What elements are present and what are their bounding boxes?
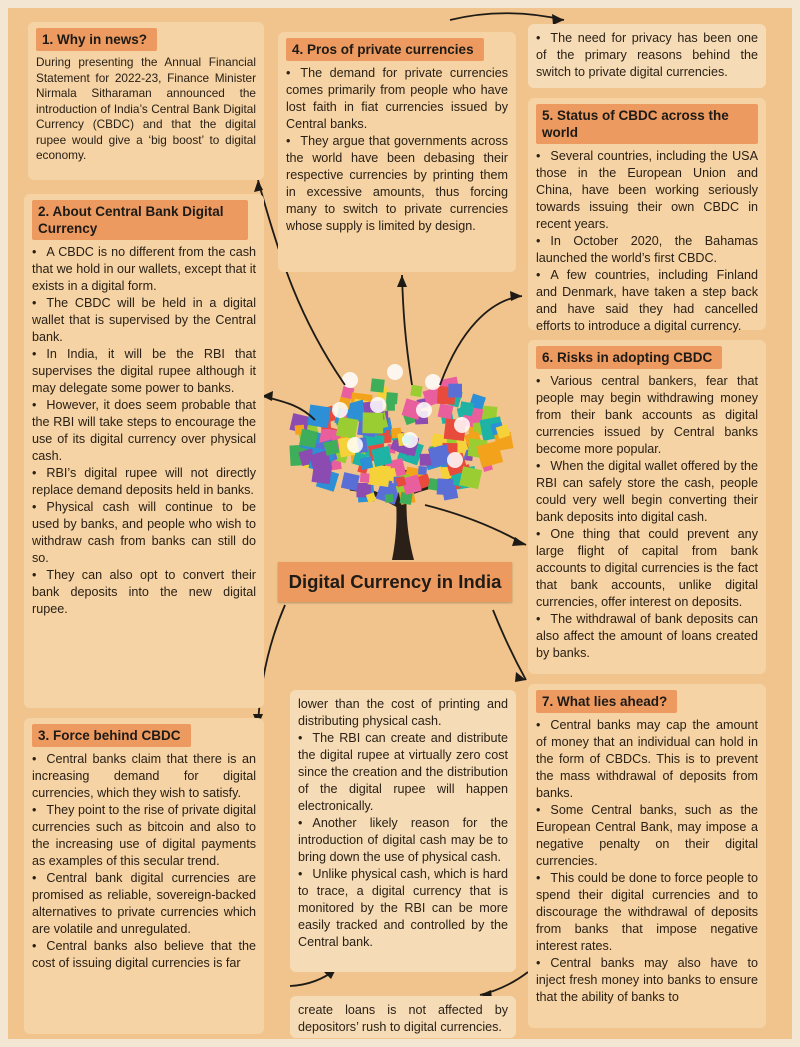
section-what-lies-ahead <box>528 684 766 1028</box>
paragraph: • Central bank digital currencies are promised as reliable, sovereign-backed alternatives to private currencies which are volatile and unregulated. <box>32 870 256 938</box>
paragraph: • Another likely reason for the introduction of digital cash may be to bring down the use of physical cash. <box>298 815 508 866</box>
paragraph: • They can also opt to convert their bank deposits into the new digital rupee. <box>32 567 256 618</box>
paragraph: • Central banks may cap the amount of money that an individual can hold in the form of CBDCs. This is to prevent the mass withdrawal of deposits from banks. <box>536 717 758 802</box>
paragraph: • They point to the rise of private digital currencies such as bitcoin and also to the increasing use of digital payments as examples of this secular trend. <box>32 802 256 870</box>
paragraph: During presenting the Annual Financial Statement for 2022-23, Finance Minister Nirmala Sitharaman announced the introduction of India’s Central Bank Digital Currency (CBDC) and that the digital rupee would give a ‘big boost’ to digital economy. <box>36 55 256 162</box>
section-body <box>536 717 758 1006</box>
paragraph: • In October 2020, the Bahamas launched the world’s first CBDC. <box>536 233 758 267</box>
paragraph: • RBI’s digital rupee will not directly replace demand deposits held in banks. <box>32 465 256 499</box>
section-heading: 3. Force behind CBDC <box>32 724 191 747</box>
section-body <box>536 148 758 335</box>
paragraph: • When the digital wallet offered by the RBI can safely store the cash, people could very well begin converting their bank deposits into digital cash. <box>536 458 758 526</box>
section-heading: 6. Risks in adopting CBDC <box>536 346 722 369</box>
paragraph: • Unlike physical cash, which is hard to trace, a digital currency that is monitored by the RBI can be more easily tracked and controlled by the Central bank. <box>298 866 508 951</box>
paragraph: • The RBI can create and distribute the digital rupee at virtually zero cost since the creation and the distribution of the digital rupee will happen electronically. <box>298 730 508 815</box>
paragraph: • This could be done to force people to spend their digital currencies and to discourage the withdrawal of deposits from banks that impose negative interest rates. <box>536 870 758 955</box>
paragraph: • Some Central banks, such as the European Central Bank, may impose a negative penalty on their digital currencies. <box>536 802 758 870</box>
paragraph: • The need for privacy has been one of the primary reasons behind the switch to private digital currencies. <box>536 30 758 81</box>
section-body <box>32 244 256 618</box>
section-body <box>298 1002 508 1036</box>
paragraph: • Several countries, including the USA those in the European Union and China, have been working seriously towards issuing their own CBDC in recent years. <box>536 148 758 233</box>
section-body <box>536 30 758 81</box>
paragraph: • However, it does seem probable that the RBI will take steps to encourage the use of its digital currency over physical cash. <box>32 397 256 465</box>
paragraph: • The withdrawal of bank deposits can also affect the amount of loans created by banks. <box>536 611 758 662</box>
paragraph: • Central banks claim that there is an increasing demand for digital currencies, which they wish to satisfy. <box>32 751 256 802</box>
paragraph: lower than the cost of printing and distributing physical cash. <box>298 697 508 728</box>
section-heading: 2. About Central Bank Digital Currency <box>32 200 248 240</box>
paragraph: • Physical cash will continue to be used by banks, and people who wish to withdraw cash from banks can still do so. <box>32 499 256 567</box>
section-force-behind-cbdc-continued <box>290 690 516 972</box>
section-why-in-news <box>28 22 264 180</box>
section-heading: 1. Why in news? <box>36 28 157 51</box>
section-heading: 7. What lies ahead? <box>536 690 677 713</box>
section-about-cbdc <box>24 194 264 708</box>
paragraph: • Various central bankers, fear that people may begin withdrawing money from their bank accounts as digital currencies issued by Central banks become more popular. <box>536 373 758 458</box>
section-risks-adopting-cbdc <box>528 340 766 674</box>
paragraph: • The CBDC will be held in a digital wallet that is supervised by the Central bank. <box>32 295 256 346</box>
section-heading: 4. Pros of private currencies <box>286 38 484 61</box>
page-title <box>278 562 512 602</box>
paragraph: • A CBDC is no different from the cash that we hold in our wallets, except that it exists in a digital form. <box>32 244 256 295</box>
paragraph: • The demand for private currencies comes primarily from people who have lost faith in fiat currencies issued by Central banks. <box>286 65 508 133</box>
section-body <box>536 373 758 662</box>
section-pros-private-currencies-continued <box>528 24 766 88</box>
paragraph: • One thing that could prevent any large flight of capital from bank accounts to digital currencies is the fact that bank accounts, unlike digital currencies, offer interest on deposits. <box>536 526 758 611</box>
section-body <box>286 65 508 235</box>
paragraph: • In India, it will be the RBI that supervises the digital rupee although it may delegate some power to banks. <box>32 346 256 397</box>
section-what-lies-ahead-continued <box>290 996 516 1038</box>
section-body <box>36 55 256 164</box>
section-force-behind-cbdc <box>24 718 264 1034</box>
title-text: Digital Currency in India <box>288 571 502 592</box>
section-status-cbdc-world <box>528 98 766 333</box>
section-heading: 5. Status of CBDC across the world <box>536 104 758 144</box>
paragraph: • Central banks also believe that the cost of issuing digital currencies is far <box>32 938 256 972</box>
paragraph: • They argue that governments across the world have been debasing their respective currencies by printing them in excessive amounts, thus forcing many to switch to private currencies whose supply is limited by design. <box>286 133 508 235</box>
section-pros-private-currencies <box>278 32 516 272</box>
paragraph: create loans is not affected by depositors’ rush to digital currencies. <box>298 1003 508 1034</box>
section-body <box>298 696 508 951</box>
paragraph: • Central banks may also have to inject fresh money into banks to ensure that the ability of banks to <box>536 955 758 1006</box>
paragraph: • A few countries, including Finland and Denmark, have taken a step back and have said they had cancelled efforts to introduce a digital currency. <box>536 267 758 335</box>
section-body <box>32 751 256 972</box>
